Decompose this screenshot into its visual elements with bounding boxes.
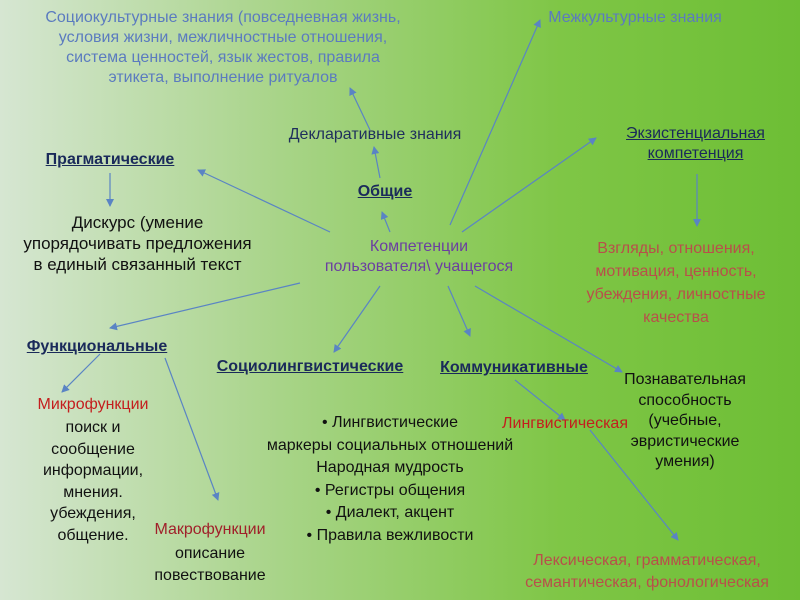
views-attitudes-text: Взгляды, отношения, мотивация, ценность, убеждения, личностные качества — [586, 240, 766, 326]
existential-competence-heading: Экзистенциальная компетенция — [626, 125, 765, 162]
functional-heading: Функциональные — [26, 338, 168, 355]
linguistic-heading: Лингвистическая — [502, 415, 628, 432]
sociolinguistic-heading: Социолингвистические — [216, 358, 404, 375]
communicative-heading: Коммуникативные — [440, 359, 588, 376]
discourse-text: Дискурс (умение упорядочивать предложения в единый связанный текст — [23, 213, 252, 274]
pragmatic-heading: Прагматические — [45, 151, 175, 168]
cognitive-ability-text: Познавательная способность (учебные, эвристические умения) — [624, 371, 746, 470]
arrow-functional — [110, 283, 300, 328]
sociocultural-knowledge-text: Социокультурные знания (повседневная жизнь, условия жизни, межличностные отношения, система ценностей, язык жестов, правила этикета, выполнение ритуалов — [45, 9, 401, 86]
macrofunctions-heading: Макрофункции — [154, 521, 266, 538]
sociolinguistic-list: • Лингвистические маркеры социальных отношений Народная мудрость • Регистры общения • Диалект, акцент • Правила вежливости — [266, 414, 514, 544]
arrow-sociocultural — [350, 88, 370, 130]
arrow-sociolinguistic — [334, 286, 380, 352]
arrow-general — [382, 212, 390, 232]
microfunctions-heading: Микрофункции — [37, 396, 149, 413]
microfunctions-text: поиск и сообщение информации, мнения. убеждения, общение. — [42, 419, 144, 544]
arrow-macro — [165, 358, 218, 500]
declarative-knowledge-text: Декларативные знания — [288, 126, 462, 143]
arrow-intercultural — [450, 20, 540, 225]
general-heading: Общие — [357, 183, 413, 200]
center-competences-text: Компетенции пользователя\ учащегося — [324, 238, 514, 275]
arrow-micro — [62, 354, 100, 392]
arrow-communicative — [448, 286, 470, 336]
arrow-declarative — [374, 147, 380, 178]
macrofunctions-text: описание повествование — [154, 545, 266, 584]
lexical-grammatical-text: Лексическая, грамматическая, семантическая, фонологическая — [525, 552, 769, 591]
intercultural-knowledge-text: Межкультурные знания — [548, 9, 722, 26]
